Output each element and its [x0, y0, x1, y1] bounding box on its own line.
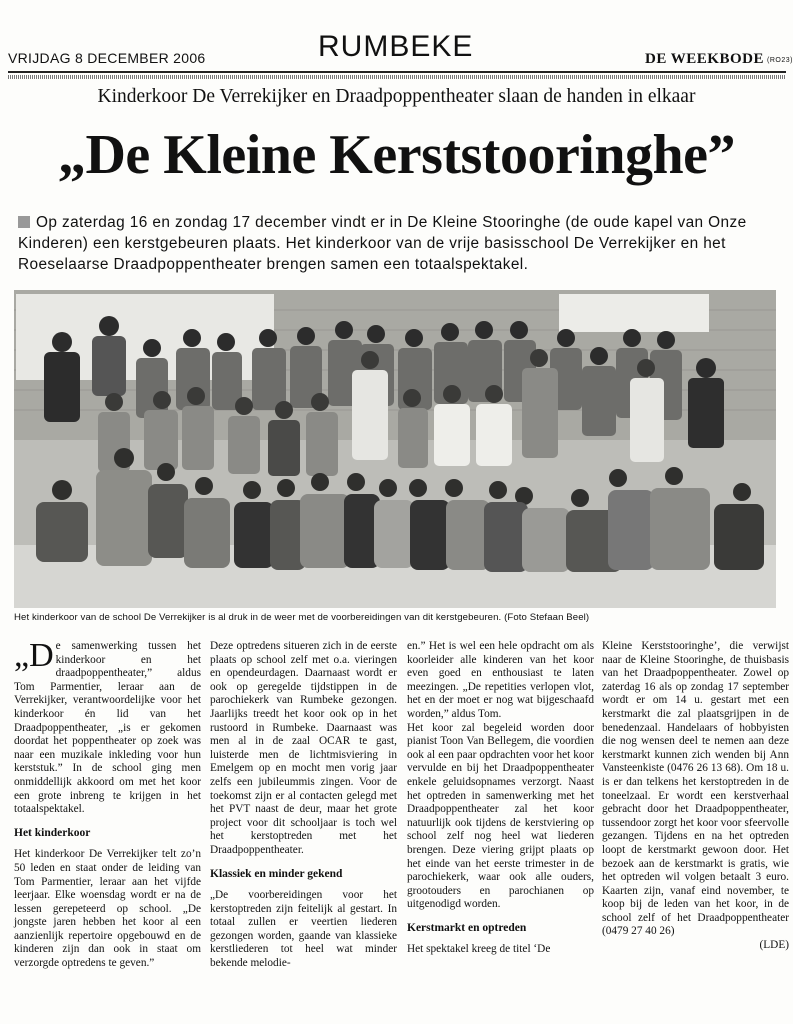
group-photo [14, 290, 776, 608]
lead-square-icon [18, 216, 30, 228]
issue-date: VRIJDAG 8 DECEMBER 2006 [8, 50, 206, 66]
column-4-paragraph-1: Kleine Kerststooringhe’, die verwijst naar de Kleine Stooringhe, de thuisbasis van het Draadpoppentheater. Zowel op zaterdag 16 als op zondag 17 september wordt er om 14 u. gestart met een kerstmarkt die zal plaatsgrijpen in de benedenzaal. Handelaars of hobbyisten die nog wensen deel te nemen aan deze kerstmarkt kunnen zich wenden bij Ann Vansteenkiste (0476 26 13 68). Om 18 u. is er dan telkens het kerstoptreden in de toneelzaal. Er wordt een kerstverhaal gebracht door het Draadpoppentheater, tussendoor zorgt het koor voor sfeervolle gezangen. Tijdens en na het optreden loopt de kerstmarkt gewoon door. Het bezoek aan de kerstmarkt is gratis, wie het optreden wil volgen betaalt 3 euro. Kaarten zijn, vanaf eind november, te koop bij de leden van het koor, in de school zelf of het Draadpoppentheater (0479 27 40 26) [602, 640, 789, 938]
column-1-paragraph-1 [14, 637, 201, 817]
header-rule [8, 71, 786, 73]
column-3-paragraph-3: Het spektakel kreeg de titel ‘De [407, 943, 551, 956]
header-dotted-rule [8, 75, 786, 79]
article-lead [18, 212, 778, 275]
page-header [8, 30, 793, 70]
photo-caption: Het kinderkoor van de school De Verrekijker is al druk in de weer met de voorbereidingen van dit kerstgebeuren. (Foto Stefaan Beel) [14, 612, 590, 623]
section-location: RUMBEKE [318, 30, 474, 63]
column-2-paragraph-2: „De voorbereidingen voor het kerstoptreden zijn feitelijk al gestart. In totaal zullen er veertien liederen gezongen worden, gaande van klassieke kerstliederen tot heel wat minder bekende melodie- [210, 889, 397, 970]
article-column-2 [210, 640, 397, 971]
drop-cap: „D [14, 637, 54, 674]
newspaper-title: DE WEEKBODE [644, 51, 764, 67]
column-3-paragraph-2: Het koor zal begeleid worden door pianist Toon Van Bellegem, die voordien ook al een paar opdrachten voor het koor vervulde en bij het Draadpoppentheater enkele geluidsopnames verzorgt. Naast het optreden in samenwerking met het Draadpoppentheater zal het koor natuurlijk ook tijdens de kerstviering op school zelf nog heel wat liederen brengen. Deze viering grijpt plaats op het einde van het eerste trimester in de parochiekerk, waar ook alle ouders, grootouders en parochianen op uitgenodigd worden. [407, 721, 594, 911]
column-1-paragraph-1-text: e samenwerking tussen het kinderkoor en het draadpoppentheater,” aldus Tom Parmentier, leraar aan de Verrekijker, verantwoordelijke voor het kinderkoor én lid van het Draadpoppentheater, „is er gekomen doordat het poppentheater op zoek was naar een muzikale inkleding voor hun kerststuk.” In de school ging men onmiddellijk akkoord om met het koor een grote inbreng te krijgen in het totaalspektakel. [14, 640, 201, 816]
subheading-klassiek: Klassiek en minder gekend [210, 867, 343, 880]
group-photo-image [14, 290, 776, 608]
article-kicker: Kinderkoor De Verrekijker en Draadpoppentheater slaan de handen in elkaar [97, 86, 696, 107]
article-column-4 [602, 640, 789, 953]
article-column-3 [407, 640, 594, 957]
column-3-paragraph-1: en.” Het is wel een hele opdracht om als koorleider alle kinderen van het koor even goed en enthousiast te laten meezingen. „De repetities verlopen vlot, het en der moet er nog wat bijgeschaafd worden,” aldus Tom. [407, 640, 594, 720]
author-signature: (LDE) [759, 939, 789, 952]
subheading-kerstmarkt: Kerstmarkt en optreden [407, 921, 527, 934]
article-headline: „De Kleine Kerststooringhe” [57, 124, 736, 186]
column-2-paragraph-1: Deze optredens situeren zich in de eerste plaats op school zelf met o.a. vieringen en opendeurdagen. Daarnaast wordt er ook op geregelde tijdstippen in de parochiekerk van Rumbeke gezongen. Jaarlijks treedt het koor ook op in het rustoord in Rumbeke. Daarnaast was men al in de zaal OCAR te gast, luisterde men de lichtmisviering in Emelgem op en mocht men vorig jaar zelfs een jubileummis zingen. Voor de toekomst zijn er al contacten gelegd met het PVT naast de deur, maar het grote project voor dit schooljaar is toch wel het kerstoptreden met het Draadpoppentheater. [210, 640, 397, 856]
article-column-1 [14, 637, 201, 971]
subheading-kinderkoor: Het kinderkoor [14, 826, 91, 839]
newspaper-code: (RO23) [767, 57, 793, 64]
column-1-paragraph-2: Het kinderkoor De Verrekijker telt zo’n 50 leden en staat onder de leiding van Tom Parmentier, leraar aan het vijfde leerjaar. Elke woensdag wordt er na de lessen gerepeteerd op school. „De jongste jaren hebben het koor al een aanzienlijk repertoire opgebouwd en de kinderen zijn dan ook in staat om verzorgde optredens te geven.” [14, 848, 201, 970]
newspaper-name [644, 51, 793, 68]
lead-text: Op zaterdag 16 en zondag 17 december vindt er in De Kleine Stooringhe (de oude kapel van Onze Kinderen) een kerstgebeuren plaats. Het kinderkoor van de vrije basisschool De Verrekijker en het Roeselaarse Draadpoppentheater brengen samen een totaalspektakel. [18, 214, 747, 273]
